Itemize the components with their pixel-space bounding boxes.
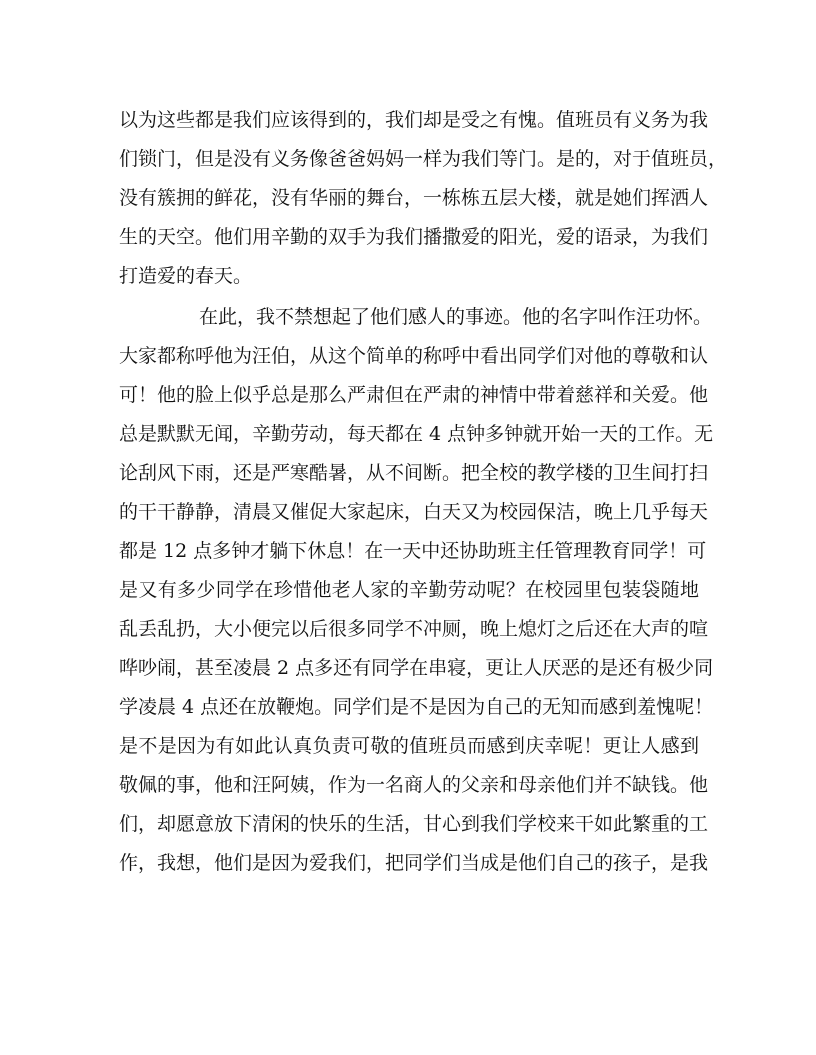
text-line: 学凌晨 4 点还在放鞭炮。同学们是不是因为自己的无知而感到羞愧呢！ <box>119 696 714 718</box>
text-line: 是不是因为有如此认真负责可敬的值班员而感到庆幸呢！更让人感到 <box>119 735 699 757</box>
text-line: 可！他的脸上似乎总是那么严肃但在严肃的神情中带着慈祥和关爱。他 <box>119 384 709 406</box>
text-line: 作，我想，他们是因为爱我们，把同学们当成是他们自己的孩子，是我 <box>119 852 709 874</box>
text-line: 没有簇拥的鲜花，没有华丽的舞台，一栋栋五层大楼，就是她们挥洒人 <box>119 187 709 209</box>
text-line: 总是默默无闻，辛勤劳动，每天都在 4 点钟多钟就开始一天的工作。无 <box>119 423 714 445</box>
text-line: 们，却愿意放下清闲的快乐的生活，甘心到我们学校来干如此繁重的工 <box>119 813 709 835</box>
document-body <box>119 101 728 883</box>
text-line: 的干干静静，清晨又催促大家起床，白天又为校园保洁，晚上几乎每天 <box>119 501 709 523</box>
text-line: 生的天空。他们用辛勤的双手为我们播撒爱的阳光，爱的语录，为我们 <box>119 226 709 248</box>
text-line: 是又有多少同学在珍惜他老人家的辛勤劳动呢？在校园里包装袋随地 <box>119 579 699 601</box>
text-line: 大家都称呼他为汪伯，从这个简单的称呼中看出同学们对他的尊敬和认 <box>119 345 709 367</box>
text-line: 在此，我不禁想起了他们感人的事迹。他的名字叫作汪功怀。 <box>199 306 713 328</box>
text-line: 以为这些都是我们应该得到的，我们却是受之有愧。值班员有义务为我 <box>119 109 709 131</box>
paragraph-1 <box>119 101 728 296</box>
text-line: 都是 12 点多钟才躺下休息！在一天中还协助班主任管理教育同学！可 <box>119 540 707 562</box>
text-line: 们锁门，但是没有义务像爸爸妈妈一样为我们等门。是的，对于值班员， <box>119 148 728 170</box>
text-line: 乱丢乱扔，大小便完以后很多同学不冲厕，晚上熄灯之后还在大声的喧 <box>119 618 709 640</box>
text-line: 敬佩的事，他和汪阿姨，作为一名商人的父亲和母亲他们并不缺钱。他 <box>119 774 709 796</box>
text-line: 打造爱的春天。 <box>119 265 253 287</box>
text-line: 论刮风下雨，还是严寒酷暑，从不间断。把全校的教学楼的卫生间打扫 <box>119 462 709 484</box>
text-line: 哗吵闹，甚至凌晨 2 点多还有同学在串寝，更让人厌恶的是还有极少同 <box>119 657 714 679</box>
paragraph-2 <box>119 298 714 883</box>
